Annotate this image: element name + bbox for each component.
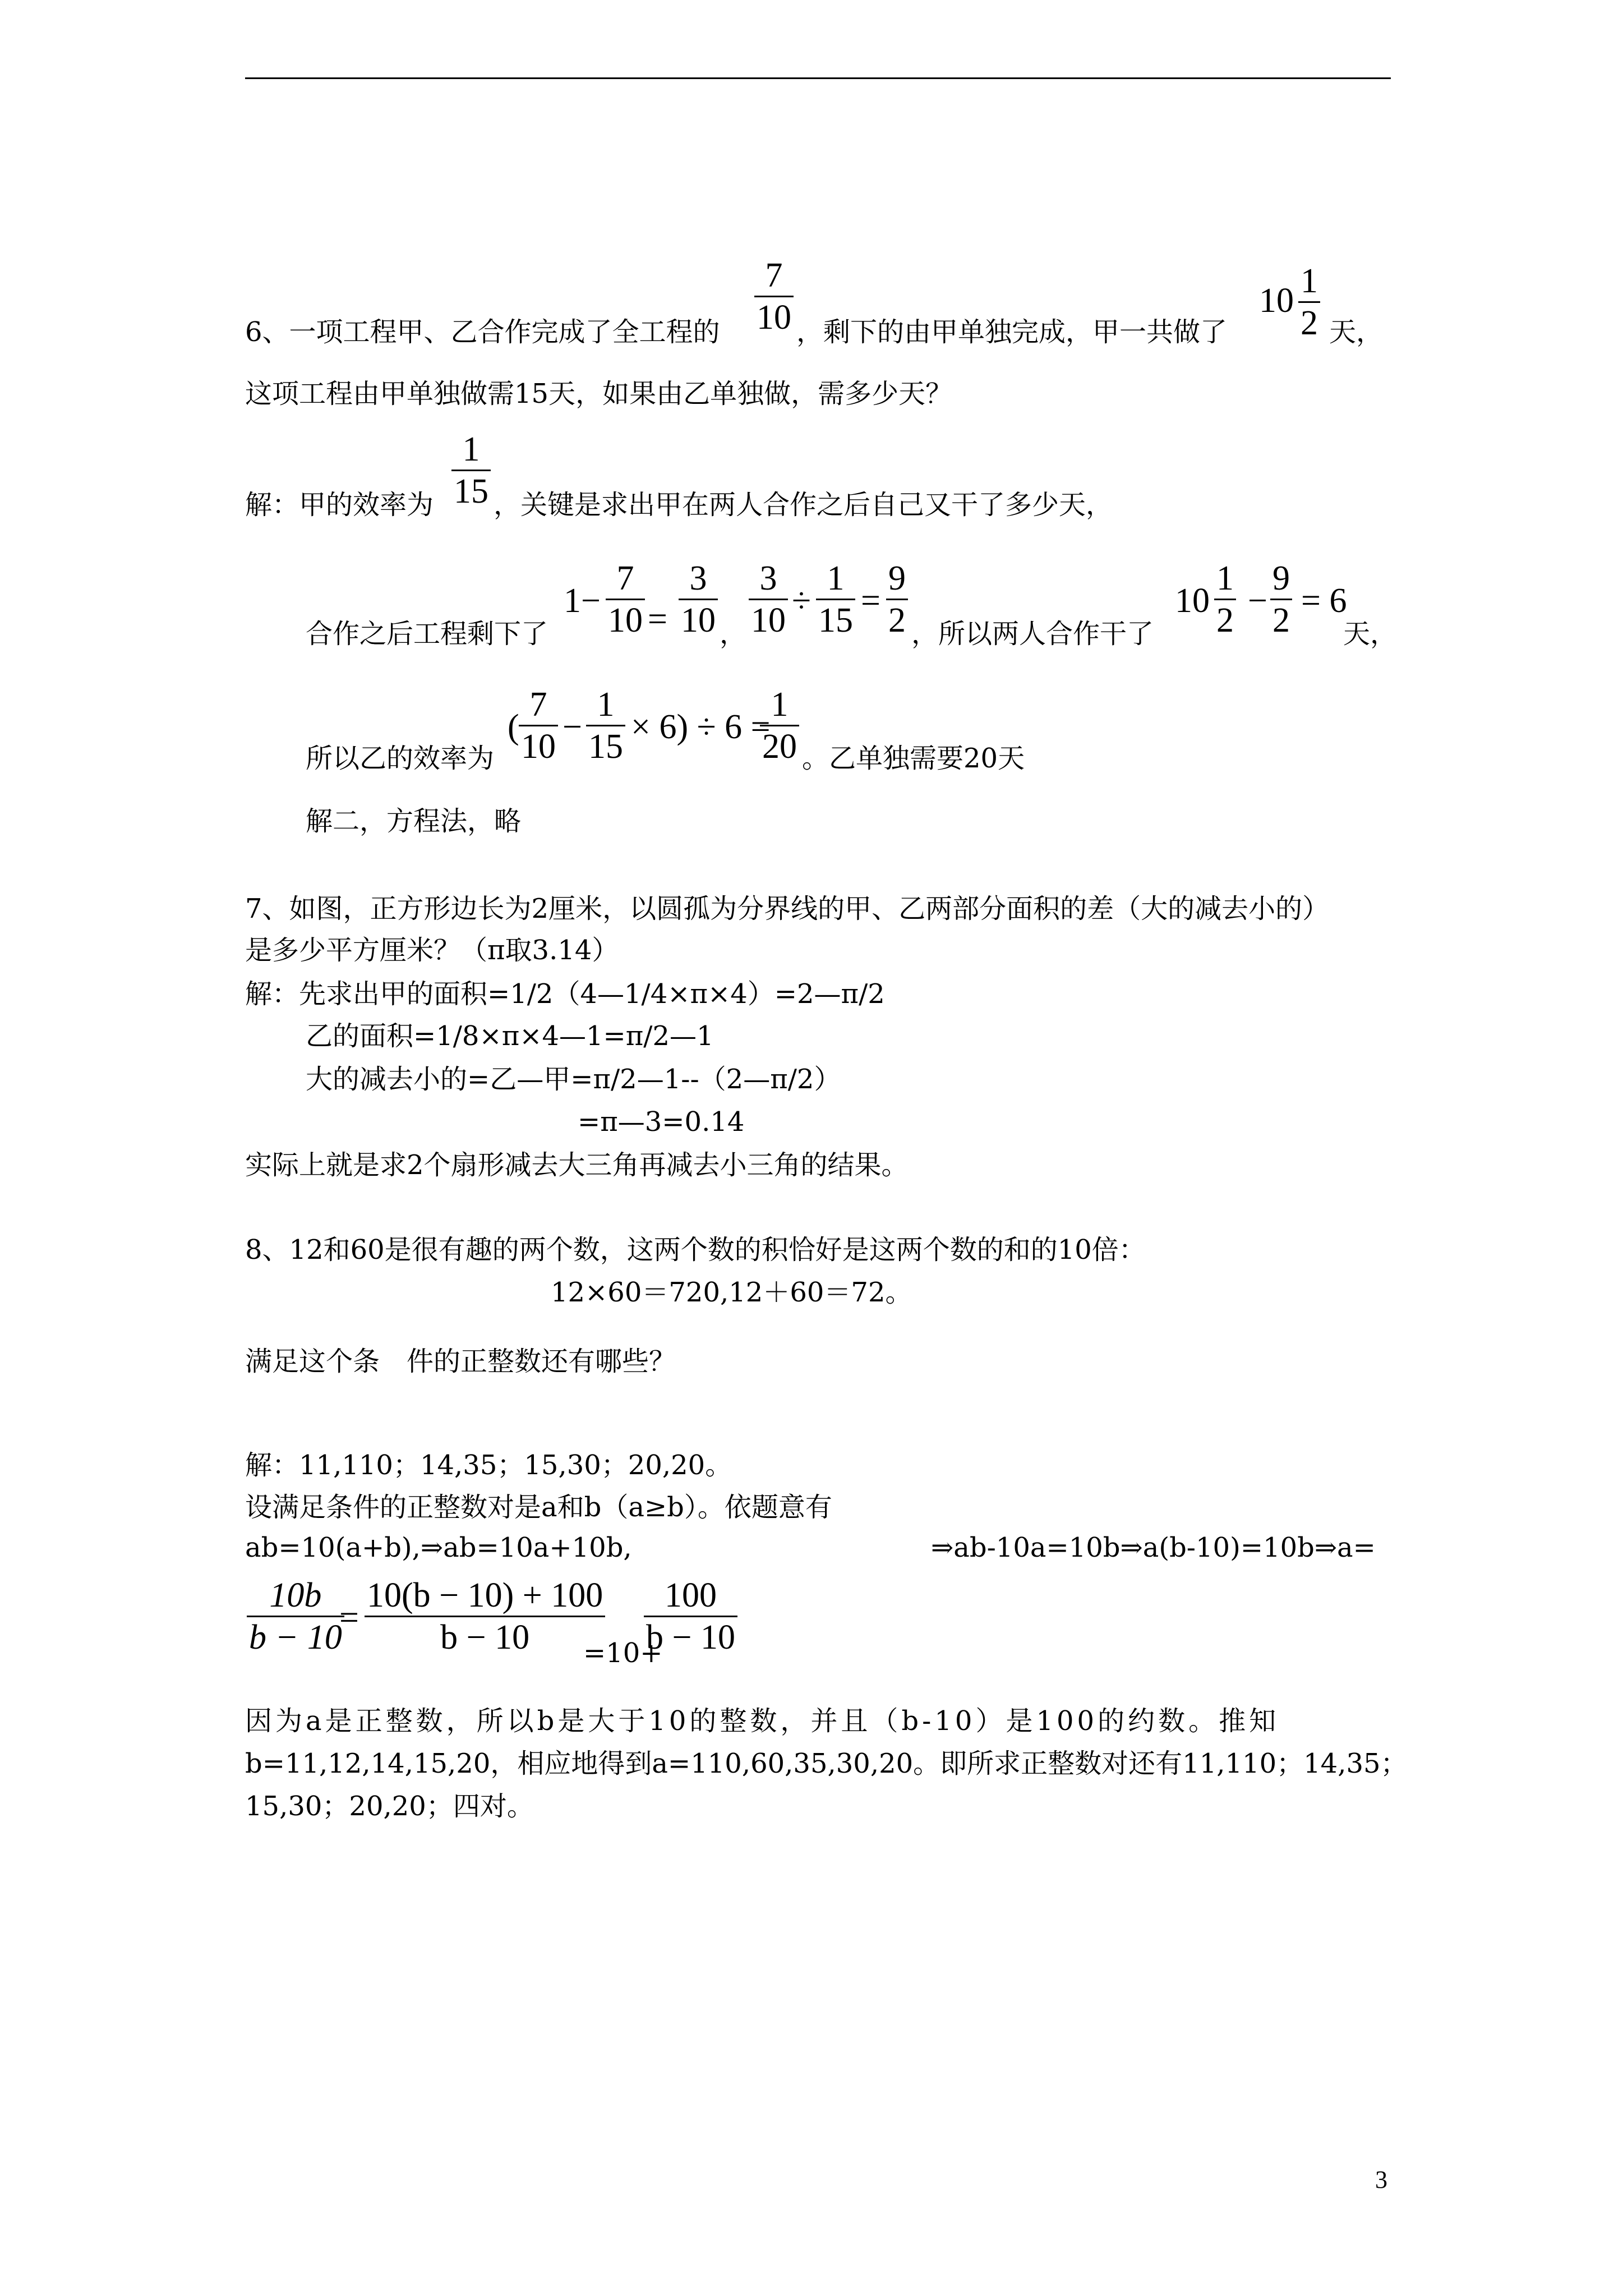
p8-question: 满足这个条 件的正整数还有哪些？: [245, 1346, 676, 1377]
fraction-1-15b: [816, 558, 855, 641]
fraction-3-10: [679, 558, 718, 641]
fraction-1-2b: [1214, 558, 1236, 641]
numerator: 10b: [269, 1576, 322, 1614]
p6-line1-text-c: 天，: [1329, 316, 1384, 348]
fraction-1-2: [1298, 261, 1320, 343]
denominator: 10: [754, 296, 794, 338]
paren-open: (: [508, 708, 519, 746]
denominator: 10: [679, 599, 718, 641]
p8-example: 12×60＝720,12＋60＝72。: [551, 1277, 912, 1308]
denominator: 10: [519, 725, 558, 767]
eq-minus: −: [1248, 582, 1267, 620]
numerator: 10(b − 10) + 100: [367, 1576, 603, 1614]
fraction-100-over-b-10: [644, 1575, 737, 1658]
header-rule: [245, 77, 1391, 79]
eq-ten-plus: =10+: [583, 1637, 663, 1669]
p8-line1: 8、12和60是很有趣的两个数，这两个数的积恰好是这两个数的和的10倍：: [245, 1234, 1146, 1266]
numerator: 7: [765, 256, 783, 295]
p8-reasoning3: 15,30；20,20；四对。: [245, 1791, 534, 1822]
fraction-1-15: [451, 429, 491, 512]
p6-solution-line1: 解：甲的效率为: [245, 489, 434, 521]
fraction-1-15c: [586, 684, 625, 767]
p7-solution-line4: =π—3=0.14: [578, 1106, 745, 1138]
numerator: 1: [827, 559, 845, 597]
p8-reasoning1: 因为a是正整数，所以b是大于10的整数，并且（b-10）是100的约数。推知: [245, 1705, 1280, 1737]
fraction-7-10: [754, 255, 794, 338]
eq-times6-div6: × 6) ÷ 6 =: [631, 708, 771, 746]
denominator: 10: [606, 599, 645, 641]
comma: ，: [720, 618, 747, 650]
p7-line2: 是多少平方厘米？（π取3.14）: [245, 935, 619, 966]
p6-line1-text: 6、一项工程甲、乙合作完成了全工程的: [245, 316, 720, 348]
p6-solution-line2: 合作之后工程剩下了: [306, 618, 548, 650]
p6-solution-line3-b: 。乙单独需要20天: [802, 743, 1025, 774]
mixed-whole: 10: [1259, 282, 1294, 320]
p7-conclusion: 实际上就是求2个扇形减去大三角再减去小三角的结果。: [245, 1149, 909, 1181]
denominator: 2: [1270, 599, 1292, 641]
p8-derivation-b: ⇒ab-10a=10b⇒a(b-10)=10b⇒a=: [931, 1532, 1376, 1563]
numerator: 1: [771, 685, 789, 724]
numerator: 9: [1272, 559, 1290, 597]
p6-line2: 这项工程由甲单独做需15天，如果由乙单独做，需多少天？: [245, 378, 953, 409]
denominator: b − 10: [365, 1616, 605, 1658]
p6-solution-line2-c: 天，: [1343, 618, 1398, 650]
eq-one-minus: 1−: [564, 582, 601, 620]
eq-divide: ÷: [792, 582, 811, 620]
denominator: 2: [886, 599, 908, 641]
eq-equals3: =: [339, 1599, 359, 1637]
fraction-7-10b: [606, 558, 645, 641]
eq-equals2: =: [861, 582, 880, 620]
p8-reasoning2: b=11,12,14,15,20，相应地得到a=110,60,35,30,20。即所求正整数对还有11,110；14,35；: [245, 1748, 1408, 1779]
numerator: 1: [1301, 262, 1318, 300]
denominator: 10: [749, 599, 788, 641]
p6-solution-method2: 解二，方程法，略: [306, 806, 522, 837]
numerator: 9: [888, 559, 906, 597]
p6-solution-line1-b: ，关键是求出甲在两人合作之后自己又干了多少天，: [494, 489, 1113, 521]
mixed-whole-10: 10: [1175, 582, 1210, 620]
fraction-7-10c: [519, 684, 558, 767]
eq-minus2: −: [562, 708, 582, 746]
fraction-10b-over-b-10: [247, 1575, 344, 1658]
numerator: 1: [1216, 559, 1234, 597]
p7-solution-line3: 大的减去小的=乙—甲=π/2—1--（2—π/2）: [306, 1064, 841, 1095]
numerator: 1: [597, 685, 615, 724]
fraction-expanded: [365, 1575, 605, 1658]
numerator: 7: [616, 559, 634, 597]
eq-equals-6: = 6: [1301, 582, 1347, 620]
p7-line1: 7、如图，正方形边长为2厘米，以圆孤为分界线的甲、乙两部分面积的差（大的减去小的）: [245, 893, 1330, 924]
fraction-1-20: [760, 684, 799, 767]
numerator: 7: [529, 685, 547, 724]
denominator: 15: [816, 599, 855, 641]
p8-derivation-a: ab=10(a+b),⇒ab=10a+10b,: [245, 1532, 632, 1563]
p6-solution-line2-b: ，所以两人合作干了: [911, 618, 1154, 650]
denominator: 20: [760, 725, 799, 767]
denominator: b − 10: [644, 1616, 737, 1658]
denominator: 15: [451, 470, 491, 512]
denominator: 2: [1214, 599, 1236, 641]
numerator: 1: [462, 430, 480, 468]
denominator: b − 10: [247, 1616, 344, 1658]
fraction-9-2b: [1270, 558, 1292, 641]
page-number: 3: [1375, 2166, 1387, 2193]
p8-answer: 解：11,110；14,35；15,30；20,20。: [245, 1450, 732, 1481]
p6-solution-line3: 所以乙的效率为: [306, 743, 495, 774]
p6-line1-text-b: ，剩下的由甲单独完成，甲一共做了: [796, 316, 1228, 348]
numerator: 3: [689, 559, 707, 597]
fraction-9-2: [886, 558, 908, 641]
numerator: 100: [664, 1576, 717, 1614]
p7-solution-line1: 解：先求出甲的面积=1/2（4—1/4×π×4）=2—π/2: [245, 978, 885, 1010]
denominator: 15: [586, 725, 625, 767]
denominator: 2: [1298, 301, 1320, 343]
fraction-3-10b: [749, 558, 788, 641]
numerator: 3: [759, 559, 777, 597]
eq-equals: =: [648, 600, 667, 638]
p7-solution-line2: 乙的面积=1/8×π×4—1=π/2—1: [306, 1020, 714, 1052]
p8-setup: 设满足条件的正整数对是a和b（a≥b）。依题意有: [245, 1492, 832, 1523]
